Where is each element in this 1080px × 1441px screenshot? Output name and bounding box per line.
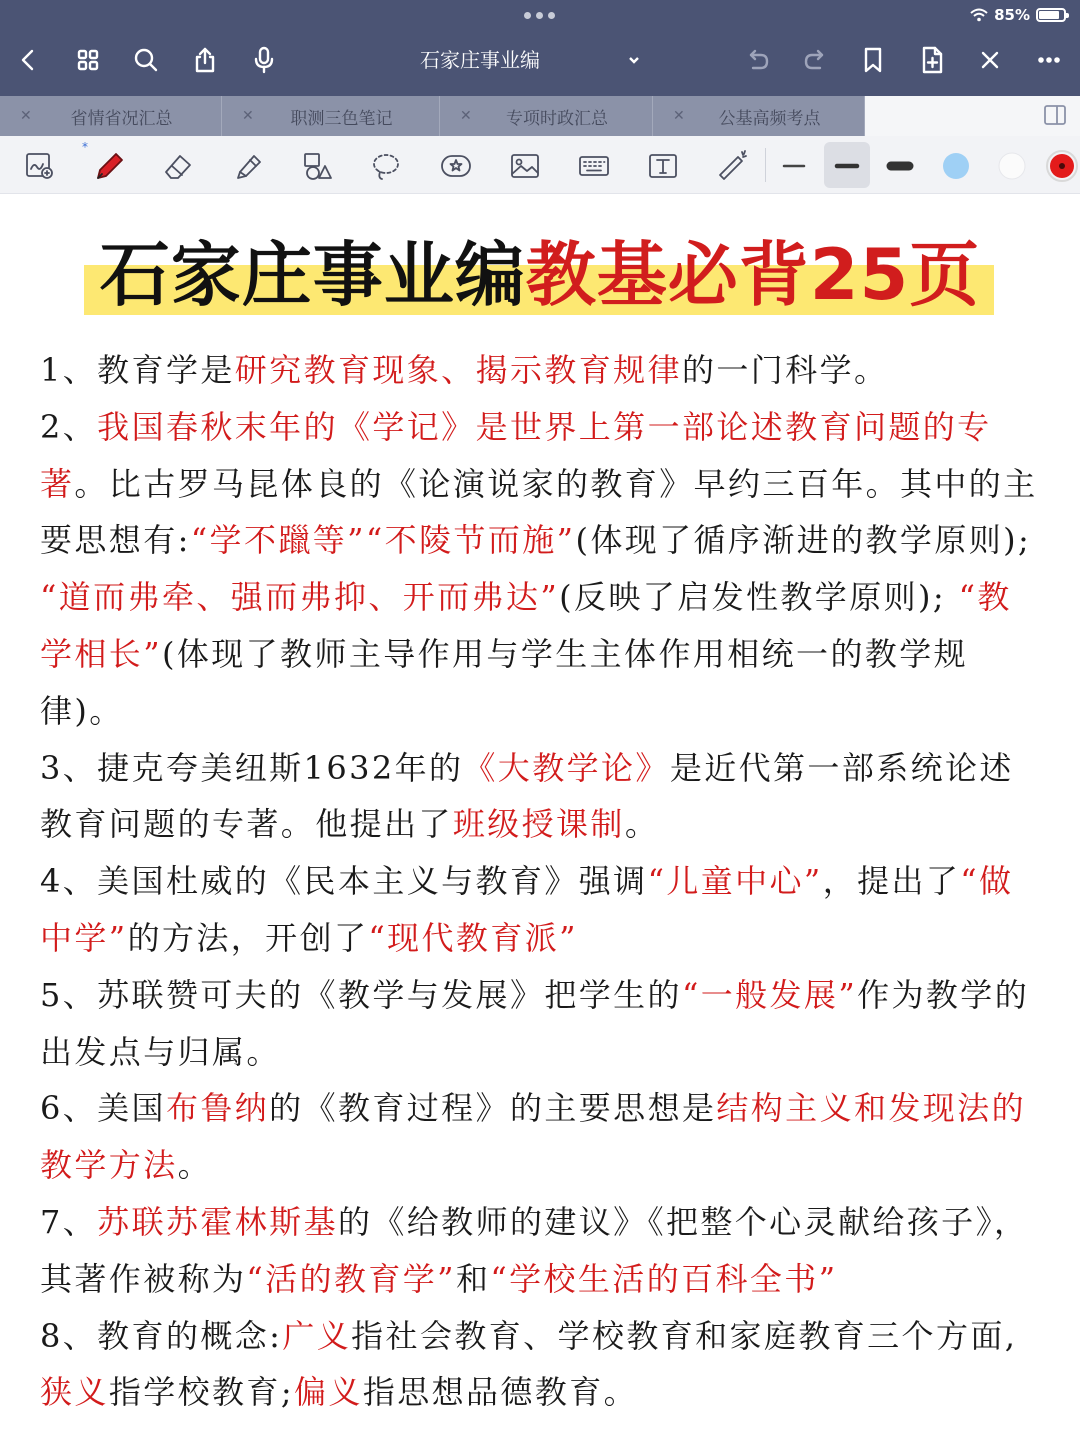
red-key-phrase: 我国春秋末年的《学记》是世界上第一部论述教育问题的专著 (40, 407, 992, 503)
chevron-down-icon[interactable] (626, 52, 642, 68)
note-item (40, 740, 1040, 854)
pen-icon[interactable] (86, 144, 130, 188)
note-item (40, 1308, 1040, 1422)
multitasking-handle[interactable] (524, 12, 555, 19)
color-swatch-white[interactable] (990, 144, 1034, 188)
drawing-toolbar (0, 136, 1080, 194)
note-text: 6、美国 (40, 1089, 166, 1128)
red-key-phrase: “学不躐等”“不陵节而施” (190, 521, 576, 560)
tab-label: 省情省况汇总 (70, 108, 173, 129)
battery-icon (1036, 8, 1066, 22)
note-text: 5、苏联赞可夫的《教学与发展》把学生的 (40, 975, 682, 1014)
note-text: 和 (455, 1259, 491, 1298)
note-text: 的方法，开创了 (127, 918, 369, 957)
status-bar (970, 6, 1066, 24)
tab-label: 职测三色笔记 (290, 108, 393, 129)
toolbar-divider (765, 148, 766, 182)
red-key-phrase: “活的教育学” (246, 1259, 456, 1298)
note-text: 1、教育学是 (40, 351, 235, 389)
tab-item[interactable] (0, 96, 222, 136)
tab-close-icon[interactable]: ✕ (673, 108, 685, 124)
red-key-phrase: “做中学” (40, 862, 1014, 957)
add-page-icon[interactable] (912, 40, 952, 80)
red-key-phrase: “现代教育派” (368, 918, 578, 957)
highlighter-icon[interactable] (226, 144, 270, 188)
stroke-thick-icon[interactable] (878, 144, 922, 188)
tab-close-icon[interactable]: ✕ (460, 108, 472, 124)
stroke-medium-icon[interactable] (825, 144, 869, 188)
note-text: 指学校教育; (108, 1373, 294, 1412)
lasso-icon[interactable] (364, 144, 408, 188)
note-text: (体现了循序渐进的教学原则); (575, 521, 1032, 560)
note-text: 。 (624, 805, 660, 844)
note-item (40, 342, 1040, 399)
note-item (40, 1080, 1040, 1194)
note-text: 4、美国杜威的《民本主义与教育》强调 (40, 862, 648, 901)
tab-item[interactable] (222, 96, 440, 136)
wifi-icon (970, 8, 988, 22)
tab-bar (0, 96, 1080, 136)
note-text: 。 (177, 1146, 213, 1185)
document-title[interactable]: 石家庄事业编 (420, 48, 540, 72)
note-text: 3、捷克夸美纽斯1632年的 (40, 748, 464, 787)
tab-close-icon[interactable]: ✕ (242, 108, 254, 124)
back-icon[interactable] (8, 40, 48, 80)
note-text: 指思想品德教育。 (362, 1373, 639, 1412)
red-key-phrase: 偏义 (294, 1373, 363, 1412)
note-text: 8、教育的概念: (40, 1316, 283, 1355)
notes-body (40, 342, 1040, 1421)
note-text: 指社会教育、学校教育和家庭教育三个方面, (351, 1316, 1018, 1355)
microphone-icon[interactable] (244, 40, 284, 80)
red-key-phrase: “道而弗牵、强而弗抑、开而弗达” (40, 578, 560, 617)
tab-item[interactable] (440, 96, 653, 136)
battery-fill (1039, 11, 1059, 19)
page-title (0, 225, 1080, 325)
red-key-phrase: “一般发展” (681, 975, 858, 1014)
search-icon[interactable] (126, 40, 166, 80)
red-key-phrase: 结构主义和发现法的教学方法 (40, 1089, 1026, 1185)
undo-icon[interactable] (737, 40, 777, 80)
red-key-phrase: 研究教育现象、揭示教育规律 (234, 351, 682, 389)
headline-black-text: 石家庄事业编 (99, 234, 526, 316)
red-key-phrase: 《大教学论》 (463, 748, 670, 787)
headline-red-text: 教基必背25页 (525, 234, 981, 316)
note-text: (体现了教师主导作用与学生主体作用相统一的教学规律)。 (40, 634, 969, 730)
tab-label: 公基高频考点 (718, 108, 821, 129)
grid-view-icon[interactable] (68, 40, 108, 80)
note-text: (反映了启发性教学原则); (559, 578, 959, 617)
note-text: 7、 (40, 1202, 98, 1241)
zoom-window-icon[interactable] (18, 144, 62, 188)
eraser-icon[interactable] (156, 144, 200, 188)
share-icon[interactable] (185, 40, 225, 80)
note-item (40, 853, 1040, 967)
tab-label: 专项时政汇总 (506, 108, 608, 129)
note-text: 的一门科学。 (681, 351, 889, 389)
red-key-phrase: “儿童中心” (647, 862, 823, 901)
document-page[interactable] (0, 195, 1080, 1441)
color-swatch-blue[interactable] (934, 144, 978, 188)
split-view-icon[interactable] (1044, 105, 1066, 125)
top-toolbar (0, 0, 1080, 96)
text-box-icon[interactable] (641, 144, 685, 188)
note-text: 。比古罗马昆体良的《论演说家的教育》早约三百年。其中的主要思想有: (40, 464, 1038, 560)
red-key-phrase: 广义 (282, 1316, 352, 1355)
sticker-icon[interactable] (434, 144, 478, 188)
note-text: 是近代第一部系统论述教育问题的专著。他提出了 (40, 748, 1014, 844)
note-text: 的《给教师的建议》《把整个心灵献给孩子》，其著作被称为 (40, 1202, 1029, 1298)
note-text: ，提出了 (822, 862, 961, 901)
battery-percent: 85% (994, 6, 1030, 24)
red-key-phrase: 班级授课制 (452, 805, 625, 844)
redo-icon[interactable] (796, 40, 836, 80)
note-text: 作为教学的出发点与归属。 (40, 975, 1030, 1071)
red-key-phrase: 苏联苏霍林斯基 (97, 1202, 338, 1241)
note-text: 的《教育过程》的主要思想是 (269, 1089, 717, 1128)
stroke-thin-icon[interactable] (772, 144, 816, 188)
shapes-icon[interactable] (295, 144, 339, 188)
more-icon[interactable] (1029, 40, 1069, 80)
note-item (40, 399, 1040, 740)
laser-pointer-icon[interactable] (710, 144, 754, 188)
red-key-phrase: 狭义 (40, 1373, 109, 1412)
red-key-phrase: “学校生活的百科全书” (490, 1259, 838, 1298)
close-icon[interactable] (970, 40, 1010, 80)
color-swatch-red-selected[interactable] (1040, 144, 1080, 188)
bluetooth-icon: * (82, 140, 88, 154)
keyboard-icon[interactable] (572, 144, 616, 188)
note-item (40, 1194, 1040, 1308)
note-text: 2、 (40, 407, 98, 446)
tab-item[interactable] (653, 96, 865, 136)
red-key-phrase: “教学相长” (40, 578, 1012, 673)
image-icon[interactable] (503, 144, 547, 188)
red-key-phrase: 布鲁纳 (165, 1089, 270, 1128)
bookmark-icon[interactable] (853, 40, 893, 80)
note-item (40, 967, 1040, 1081)
tab-close-icon[interactable]: ✕ (20, 108, 32, 124)
